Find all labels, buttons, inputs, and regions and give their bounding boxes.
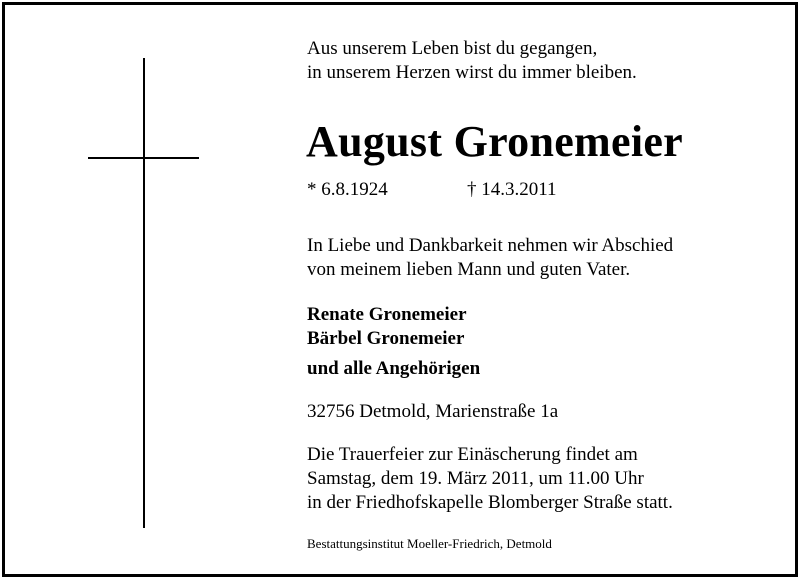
ceremony-line-1: Die Trauerfeier zur Einäscherung findet am bbox=[307, 444, 638, 465]
cross-horizontal-bar bbox=[88, 157, 199, 159]
farewell-line-1: In Liebe und Dankbarkeit nehmen wir Abschied bbox=[307, 235, 674, 256]
birth-date: * 6.8.1924 bbox=[307, 179, 388, 200]
mourner-1: Renate Gronemeier bbox=[307, 304, 467, 325]
ceremony-line-3: in der Friedhofskapelle Blomberger Straße statt. bbox=[307, 492, 673, 513]
cross-vertical-bar bbox=[143, 58, 145, 528]
motto-line-2: in unserem Herzen wirst du immer bleiben. bbox=[307, 62, 637, 83]
address-line: 32756 Detmold, Marienstraße 1a bbox=[307, 401, 559, 422]
mourner-2: Bärbel Gronemeier bbox=[307, 328, 465, 349]
ceremony-line-2: Samstag, dem 19. März 2011, um 11.00 Uhr bbox=[307, 468, 644, 489]
deceased-name: August Gronemeier bbox=[306, 117, 684, 166]
undertaker-line: Bestattungsinstitut Moeller-Friedrich, Detmold bbox=[307, 536, 552, 551]
death-date: † 14.3.2011 bbox=[467, 179, 557, 200]
farewell-line-2: von meinem lieben Mann und guten Vater. bbox=[307, 259, 631, 280]
motto-line-1: Aus unserem Leben bist du gegangen, bbox=[307, 38, 598, 59]
relatives-line: und alle Angehörigen bbox=[307, 358, 481, 379]
